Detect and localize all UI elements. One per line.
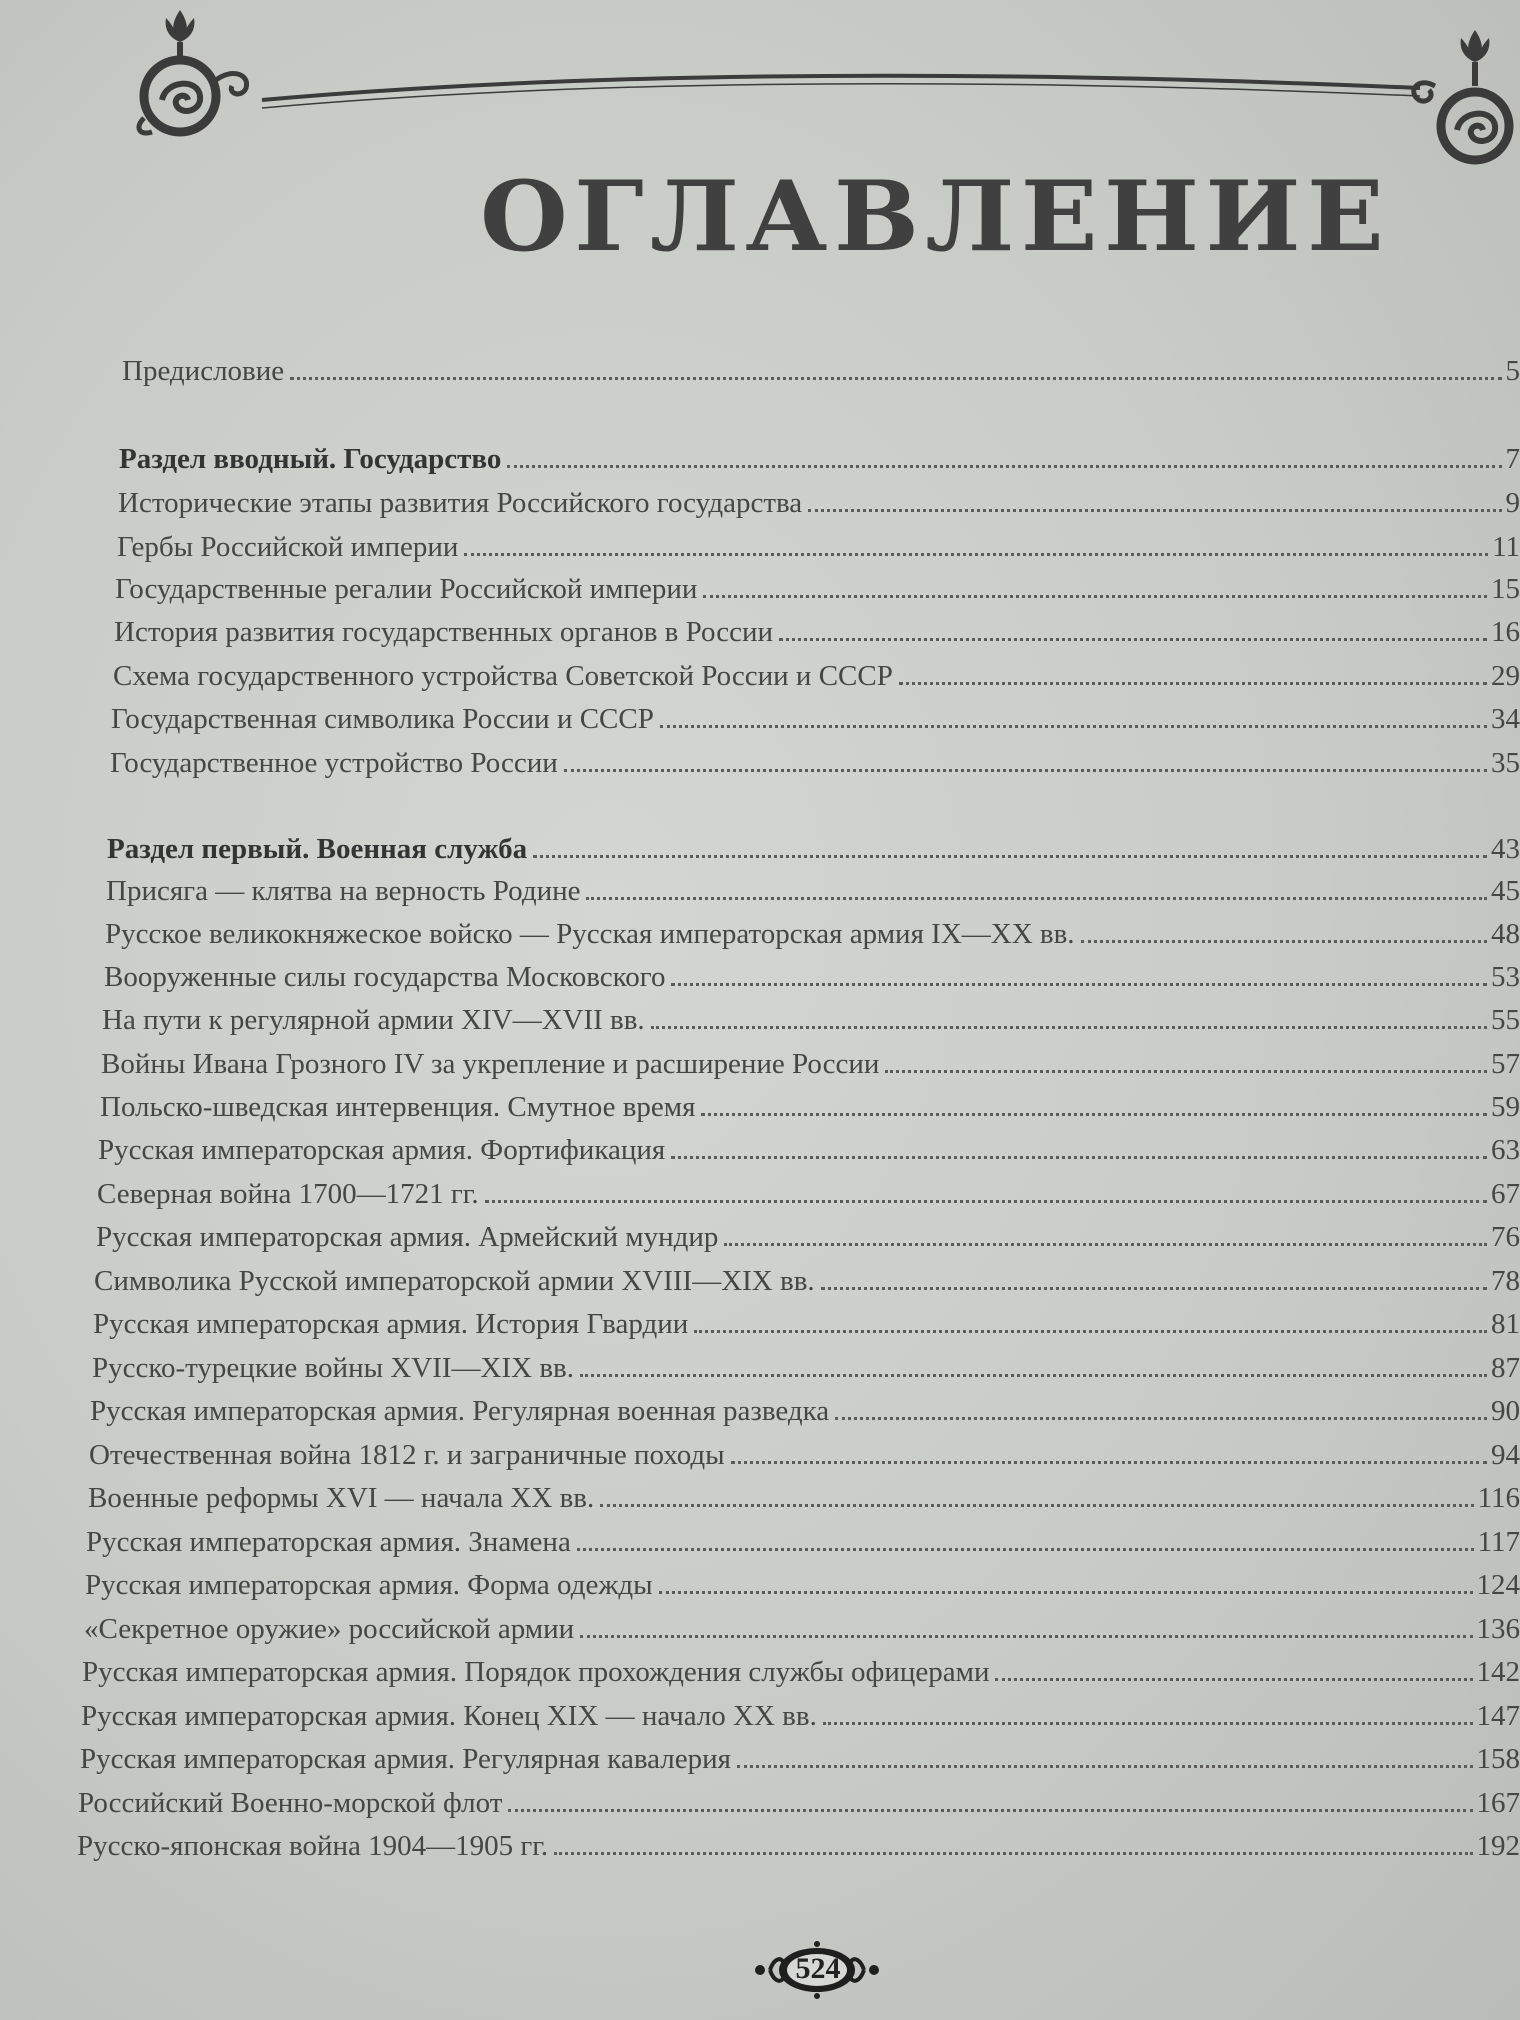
dot-leader xyxy=(737,1764,1473,1768)
toc-entry-page: 15 xyxy=(1491,573,1520,605)
toc-entry xyxy=(117,528,1520,566)
toc-entry-page: 55 xyxy=(1491,1004,1520,1036)
dot-leader xyxy=(600,1503,1473,1507)
toc-entry xyxy=(111,700,1520,738)
toc-entry-title: Государственная символика России и СССР xyxy=(111,703,654,735)
toc-entry-page: 76 xyxy=(1491,1221,1520,1253)
dot-leader xyxy=(508,1808,1472,1812)
toc-entry xyxy=(105,915,1520,953)
toc-entry xyxy=(77,1827,1520,1865)
toc-entry-title: Русская императорская армия. История Гвардии xyxy=(93,1308,689,1340)
dot-leader xyxy=(1081,939,1487,943)
toc-entry-page: 158 xyxy=(1476,1743,1520,1775)
toc-entry-page: 7 xyxy=(1505,443,1520,475)
toc-entry-page: 136 xyxy=(1476,1613,1520,1645)
toc-entry xyxy=(90,1392,1520,1430)
toc-entry-title: Отечественная война 1812 г. и заграничные походы xyxy=(89,1439,725,1471)
toc-entry-title: Предисловие xyxy=(122,355,285,387)
toc-entry-title: Вооруженные силы государства Московского xyxy=(104,961,666,993)
dot-leader xyxy=(835,1416,1487,1420)
toc-entry-title: Русская императорская армия. Конец XIX — начало XX вв. xyxy=(81,1700,817,1732)
toc-entry-page: 147 xyxy=(1476,1700,1520,1732)
dot-leader xyxy=(660,724,1487,728)
toc-entry-title: Военные реформы XVI — начала XX вв. xyxy=(88,1482,595,1514)
dot-leader xyxy=(580,1373,1487,1377)
toc-entry-title: Русская императорская армия. Форма одежды xyxy=(85,1569,653,1601)
toc-entry-title: Русское великокняжеское войско — Русская императорская армия IX—XX вв. xyxy=(105,918,1075,950)
toc-entry-title: Русско-японская война 1904—1905 гг. xyxy=(77,1830,549,1862)
dot-leader xyxy=(290,376,1501,380)
dot-leader xyxy=(779,637,1487,641)
toc-entry-page: 11 xyxy=(1492,531,1520,563)
toc-entry-title: Схема государственного устройства Советской России и СССР xyxy=(113,660,893,692)
toc-entry-title: Войны Ивана Грозного IV за укрепление и расширение России xyxy=(101,1048,880,1080)
toc-entry xyxy=(114,613,1520,651)
dot-leader xyxy=(533,854,1487,858)
dot-leader xyxy=(703,594,1487,598)
toc-entry xyxy=(89,1436,1520,1474)
toc-entry-page: 167 xyxy=(1476,1787,1520,1819)
toc-entry-page: 124 xyxy=(1476,1569,1520,1601)
toc-entry-page: 78 xyxy=(1491,1265,1520,1297)
toc-entry-title: На пути к регулярной армии XIV—XVII вв. xyxy=(102,1004,645,1036)
toc-entry xyxy=(78,1784,1520,1822)
toc-entry-title: Государственное устройство России xyxy=(110,747,558,779)
toc-entry xyxy=(88,1479,1520,1517)
toc-entry xyxy=(81,1697,1520,1735)
dot-leader xyxy=(464,552,1488,556)
toc-entry xyxy=(100,1088,1520,1126)
dot-leader xyxy=(485,1199,1487,1203)
toc-entry xyxy=(82,1653,1520,1691)
dot-leader xyxy=(701,1112,1487,1116)
toc-entry xyxy=(86,1523,1520,1561)
toc-entry-page: 9 xyxy=(1505,487,1520,519)
toc-entry-title: Русская императорская армия. Регулярная кавалерия xyxy=(80,1743,731,1775)
toc-entry xyxy=(84,1610,1520,1648)
toc-entry-page: 35 xyxy=(1491,747,1520,779)
dot-leader xyxy=(899,681,1487,685)
toc-entry xyxy=(80,1740,1520,1778)
toc-entry-title: Русско-турецкие войны XVII—XIX вв. xyxy=(92,1352,574,1384)
dot-leader xyxy=(724,1242,1487,1246)
toc-entry xyxy=(106,872,1520,910)
toc-entry-page: 63 xyxy=(1491,1134,1520,1166)
toc-entry-title: Раздел вводный. Государство xyxy=(119,443,502,475)
toc-entry xyxy=(113,657,1520,695)
page-number: 524 xyxy=(795,1952,841,1985)
toc-entry xyxy=(97,1175,1520,1213)
toc-entry-title: Русская императорская армия. Фортификация xyxy=(98,1134,666,1166)
toc-entry xyxy=(94,1262,1520,1300)
toc-entry-page: 57 xyxy=(1491,1048,1520,1080)
toc-entry-title: Русская императорская армия. Знамена xyxy=(86,1526,571,1558)
dot-leader xyxy=(586,896,1487,900)
toc-entry-title: Исторические этапы развития Российского государства xyxy=(118,487,803,519)
toc-entry xyxy=(101,1045,1520,1083)
toc-entry-title: «Секретное оружие» российской армии xyxy=(84,1613,575,1645)
toc-entry-page: 45 xyxy=(1491,875,1520,907)
toc-entry-title: Гербы Российской империи xyxy=(117,531,459,563)
dot-leader xyxy=(823,1721,1473,1725)
toc-entry-page: 16 xyxy=(1491,616,1520,648)
toc-entry-title: Государственные регалии Российской империи xyxy=(115,573,698,605)
toc-entry-page: 117 xyxy=(1477,1526,1520,1558)
dot-leader xyxy=(507,464,1501,468)
toc-entry xyxy=(118,484,1520,522)
dot-leader xyxy=(694,1329,1487,1333)
toc-entry-title: Раздел первый. Военная служба xyxy=(107,833,528,865)
toc-entry-title: Символика Русской императорской армии XVIII—XIX вв. xyxy=(94,1265,815,1297)
dot-leader xyxy=(651,1025,1487,1029)
dot-leader xyxy=(671,1155,1487,1159)
toc-entry-title: История развития государственных органов в России xyxy=(114,616,774,648)
toc-entry xyxy=(102,1001,1520,1039)
page-title: ОГЛАВЛЕНИЕ xyxy=(480,160,1391,273)
toc-entry xyxy=(92,1349,1520,1387)
toc-entry-page: 53 xyxy=(1491,961,1520,993)
toc-entry xyxy=(98,1131,1520,1169)
dot-leader xyxy=(821,1286,1487,1290)
toc-entry xyxy=(85,1566,1520,1604)
toc-entry-title: Русская императорская армия. Порядок прохождения службы офицерами xyxy=(82,1656,990,1688)
dot-leader xyxy=(671,982,1487,986)
dot-leader xyxy=(577,1547,1474,1551)
toc-entry xyxy=(104,958,1520,996)
toc-entry-page: 34 xyxy=(1491,703,1520,735)
dot-leader xyxy=(659,1590,1473,1594)
dot-leader xyxy=(731,1460,1487,1464)
toc-entry-page: 81 xyxy=(1491,1308,1520,1340)
toc-entry-title: Российский Военно-морской флот xyxy=(78,1787,503,1819)
toc-entry-title: Присяга — клятва на верность Родине xyxy=(106,875,581,907)
toc-entry xyxy=(93,1305,1520,1343)
toc-entry-title: Русская императорская армия. Армейский мундир xyxy=(96,1221,719,1253)
toc-entry-page: 59 xyxy=(1491,1091,1520,1123)
toc-entry-page: 116 xyxy=(1477,1482,1520,1514)
toc-section-heading xyxy=(119,440,1520,478)
toc-entry-page: 29 xyxy=(1491,660,1520,692)
toc-entry xyxy=(110,744,1520,782)
toc-entry-title: Русская императорская армия. Регулярная военная разведка xyxy=(90,1395,830,1427)
toc-entry-page: 90 xyxy=(1491,1395,1520,1427)
toc-entry-title: Северная война 1700—1721 гг. xyxy=(97,1178,479,1210)
toc-entry-title: Польско-шведская интервенция. Смутное время xyxy=(100,1091,696,1123)
toc-entry-page: 67 xyxy=(1491,1178,1520,1210)
toc-entry-page: 142 xyxy=(1476,1656,1520,1688)
dot-leader xyxy=(995,1677,1472,1681)
dot-leader xyxy=(554,1851,1472,1855)
dot-leader xyxy=(808,508,1501,512)
dot-leader xyxy=(580,1634,1472,1638)
toc-entry-page: 87 xyxy=(1491,1352,1520,1384)
toc-entry-page: 192 xyxy=(1476,1830,1520,1862)
toc-entry-page: 48 xyxy=(1491,918,1520,950)
toc-entry-page: 5 xyxy=(1505,355,1520,387)
toc-entry xyxy=(96,1218,1520,1256)
toc-entry-page: 94 xyxy=(1491,1439,1520,1471)
toc-entry-page: 43 xyxy=(1491,833,1520,865)
toc-entry xyxy=(122,352,1520,390)
dot-leader xyxy=(564,768,1487,772)
toc-section-heading xyxy=(107,830,1520,868)
dot-leader xyxy=(885,1069,1487,1073)
toc-entry xyxy=(115,570,1520,608)
